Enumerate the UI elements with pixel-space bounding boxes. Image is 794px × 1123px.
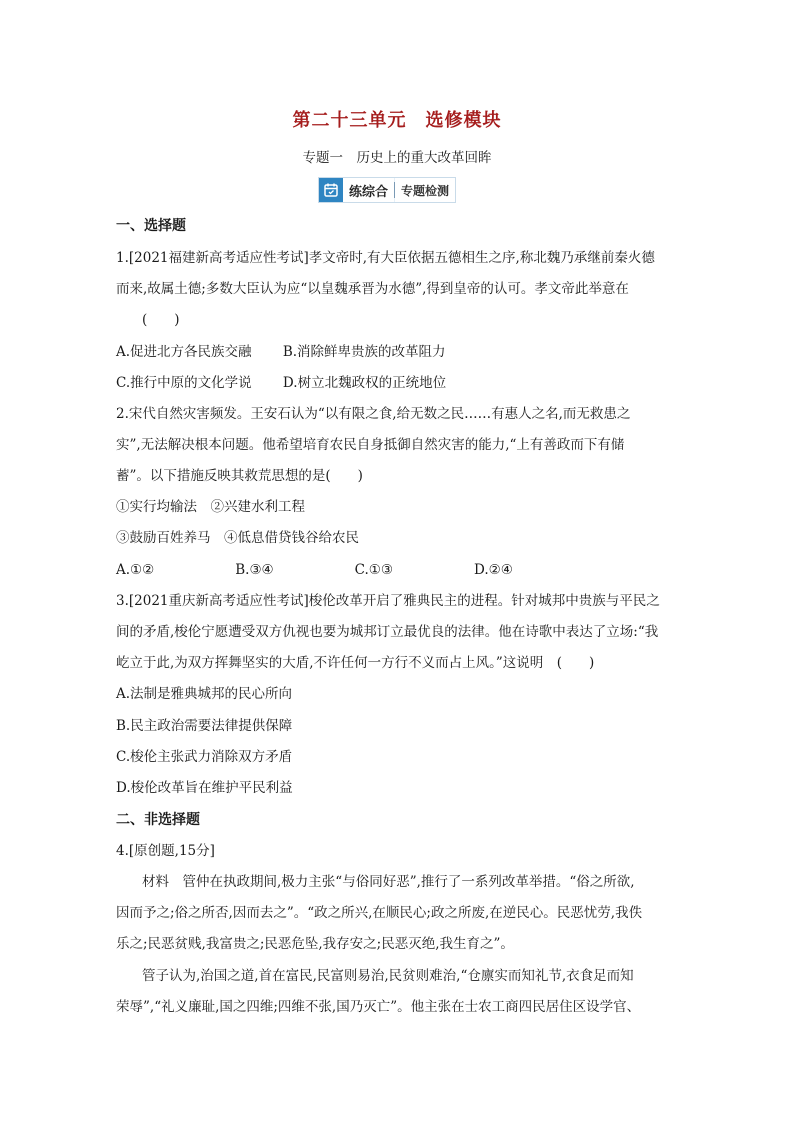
text-line-q2-ans: A.①② B.③④ C.①③ D.②④ xyxy=(116,562,513,578)
text-line-q3-c: C.梭伦主张武力消除双方矛盾 xyxy=(116,749,293,765)
topic-subtitle: 专题一 历史上的重大改革回眸 xyxy=(302,150,492,166)
text-line-q1-l2: 而来,故属土德;多数大臣认为应“以皇魏承晋为水德”,得到皇帝的认可。孝文帝此举意在 xyxy=(116,281,629,297)
text-line-q4-head: 4.[原创题,15分] xyxy=(116,843,215,859)
practice-badge xyxy=(318,177,456,203)
calendar-icon xyxy=(319,178,343,202)
text-line-q2-o2: ③鼓励百姓养马 ④低息借贷钱谷给农民 xyxy=(116,530,359,546)
text-line-q2-l2: 实”,无法解决根本问题。他希望培育农民自身抵御自然灾害的能力,“上有善政而下有储 xyxy=(116,437,625,453)
text-line-q4-p2-l1: 管子认为,治国之道,首在富民,民富则易治,民贫则难治,“仓廪实而知礼节,衣食足而知 xyxy=(142,968,634,984)
text-line-q3-l2: 间的矛盾,梭伦宁愿遭受双方仇视也要为城邦订立最优良的法律。他在诗歌中表达了立场:“我 xyxy=(116,624,659,640)
text-line-q3-b: B.民主政治需要法律提供保障 xyxy=(116,718,293,734)
text-line-q2-o1: ①实行均输法 ②兴建水利工程 xyxy=(116,499,305,515)
text-line-section-2: 二、非选择题 xyxy=(116,812,200,828)
text-line-q4-p1-l2: 因而予之;俗之所否,因而去之”。“政之所兴,在顺民心;政之所废,在逆民心。民恶忧劳,我佚 xyxy=(116,905,643,921)
text-line-q4-p1-l3: 乐之;民恶贫贱,我富贵之;民恶危坠,我存安之;民恶灭绝,我生育之”。 xyxy=(116,936,514,952)
text-line-q3-a: A.法制是雅典城邦的民心所向 xyxy=(116,686,293,702)
text-line-q1-ab: A.促进北方各民族交融 B.消除鲜卑贵族的改革阻力 xyxy=(116,344,446,360)
text-line-q2-l1: 2.宋代自然灾害频发。王安石认为“以有限之食,给无数之民……有惠人之名,而无救患之 xyxy=(116,406,631,422)
text-line-q3-d: D.梭伦改革旨在维护平民利益 xyxy=(116,780,293,796)
text-line-q1-cd: C.推行中原的文化学说 D.树立北魏政权的正统地位 xyxy=(116,375,447,391)
text-line-q1-l3: ( ) xyxy=(142,312,180,328)
text-line-q2-l3: 蓄”。以下措施反映其救荒思想的是( ) xyxy=(116,468,363,484)
text-line-section-1: 一、选择题 xyxy=(116,218,186,234)
text-line-q4-p2-l2: 荣辱”,“礼义廉耻,国之四维;四维不张,国乃灭亡”。他主张在士农工商四民居住区设学官、 xyxy=(116,999,641,1015)
text-line-q3-l1: 3.[2021重庆新高考适应性考试]梭伦改革开启了雅典民主的进程。针对城邦中贵族与平民之 xyxy=(116,593,660,609)
unit-title: 第二十三单元 选修模块 xyxy=(292,110,502,131)
badge-main-label: 练综合 xyxy=(343,178,394,202)
badge-sub-label: 专题检测 xyxy=(395,178,455,202)
text-line-q3-l3: 屹立于此,为双方挥舞坚实的大盾,不许任何一方行不义而占上风。”这说明 ( ) xyxy=(116,655,595,671)
text-line-q4-p1-l1: 材料 管仲在执政期间,极力主张“与俗同好恶”,推行了一系列改革举措。“俗之所欲, xyxy=(142,874,635,890)
text-line-q1-l1: 1.[2021福建新高考适应性考试]孝文帝时,有大臣依据五德相生之序,称北魏乃承继前秦火德 xyxy=(116,250,655,266)
